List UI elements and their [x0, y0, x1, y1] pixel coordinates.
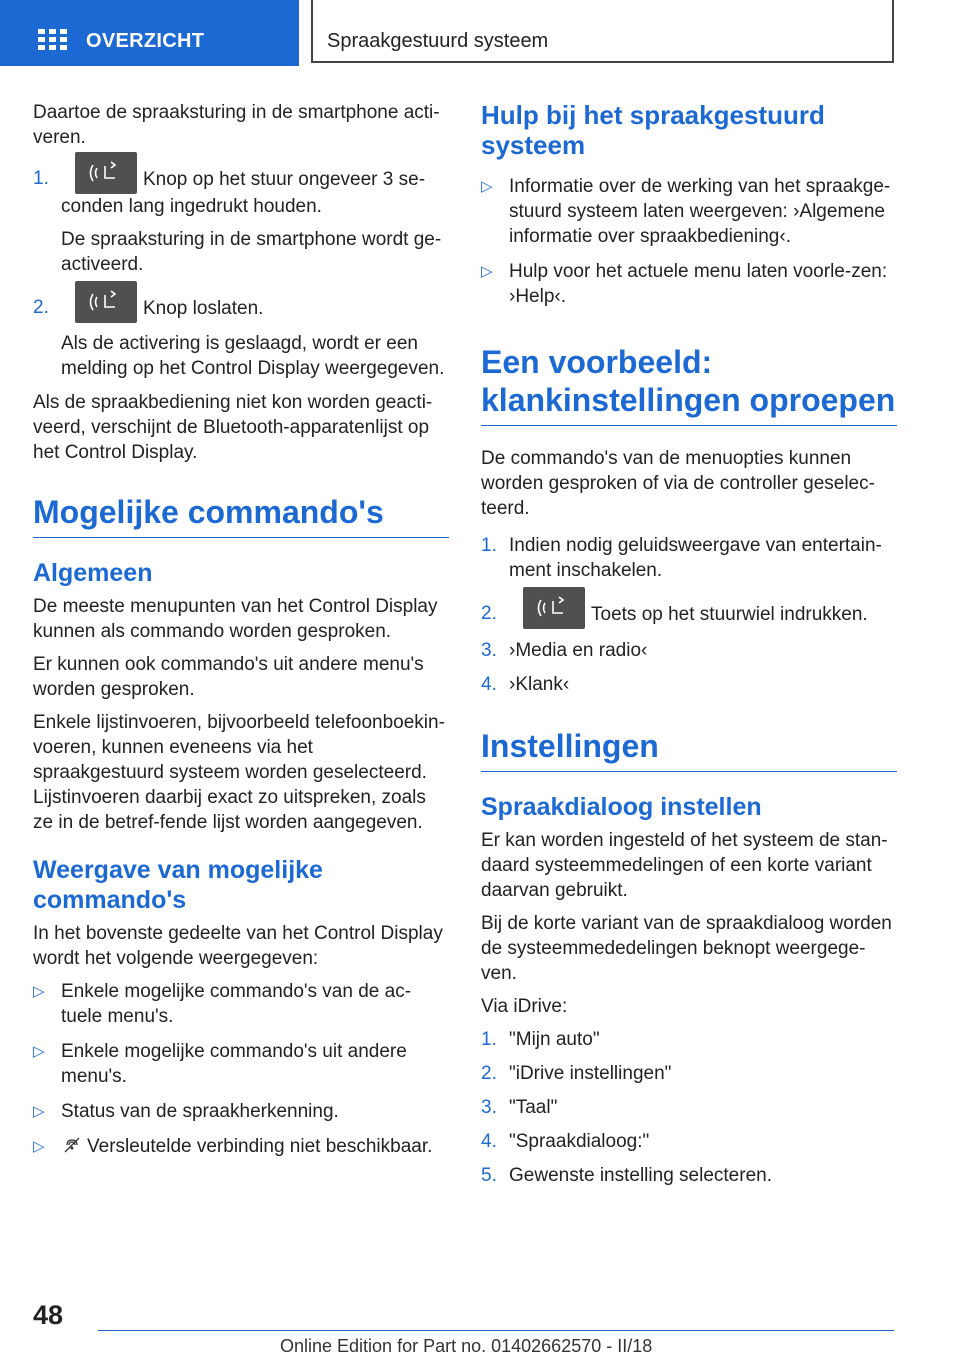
- overview-tab-label: OVERZICHT: [86, 30, 205, 52]
- left-column: [33, 100, 449, 1169]
- step-2: [33, 295, 449, 381]
- voice-button-icon: [523, 587, 585, 629]
- grid-icon: [38, 29, 68, 51]
- step-text: Knop loslaten.: [143, 298, 264, 320]
- triangle-bullet-icon: ▷: [481, 263, 493, 280]
- intro-text: Daartoe de spraaksturing in de smartphone acti-veren.: [33, 102, 440, 148]
- list-item: ▷ Informatie over de werking van het spraakge-stuurd systeem laten weergeven: ›Algemene informatie over spraakbediening‹.: [481, 176, 891, 247]
- step-2: 2. "iDrive instellingen": [481, 1063, 672, 1084]
- step-5: 5. Gewenste instelling selecteren.: [481, 1165, 772, 1186]
- heading-commands: Mogelijke commando's: [33, 493, 449, 538]
- step-sub: Als de activering is geslaagd, wordt er een melding op het Control Display weergegeven.: [61, 333, 445, 379]
- step-text: Knop op het stuur ongeveer 3 se-conden lang ingedrukt houden.: [61, 169, 426, 217]
- triangle-bullet-icon: ▷: [33, 983, 45, 1000]
- list-item: ▷ Enkele mogelijke commando's uit andere menu's.: [33, 1041, 407, 1087]
- display-p1: In het bovenste gedeelte van het Control Display wordt het volgende weergegeven:: [33, 923, 443, 969]
- heading-display: Weergave van mogelijke commando's: [33, 856, 323, 914]
- step-2: 2. Toets op het stuurwiel indrukken.: [481, 601, 897, 629]
- step-number: 1.: [33, 168, 49, 189]
- step-1: 1. "Mijn auto": [481, 1029, 600, 1050]
- step-3: 3. "Taal": [481, 1097, 558, 1118]
- settings-p1: Er kan worden ingesteld of het systeem de stan-daard systeemmedelingen of een korte variant daarvan gebruikt.: [481, 830, 888, 901]
- step-3: 3. ›Media en radio‹: [481, 640, 648, 661]
- overview-tab[interactable]: [0, 0, 299, 66]
- triangle-bullet-icon: ▷: [481, 178, 493, 195]
- heading-settings: Instellingen: [481, 727, 897, 772]
- list-item: ▷ Status van de spraakherkenning.: [33, 1101, 339, 1122]
- step-1: [33, 166, 449, 277]
- right-column: [481, 100, 897, 1197]
- heading-help: Hulp bij het spraakgestuurd systeem: [481, 100, 825, 160]
- page-header: [0, 0, 960, 66]
- general-p3: Enkele lijstinvoeren, bijvoorbeeld telefoonboekin-voeren, kunnen eveneens via het spraakgestuurd systeem worden geselecteerd. Lijstinvoeren daarbij exact zo uitspreken, zoals ze in de betref-fende lijst worden aangegeven.: [33, 712, 445, 833]
- general-p1: De meeste menupunten van het Control Display kunnen als commando worden gesproken.: [33, 596, 438, 642]
- general-p2: Er kunnen ook commando's uit andere menu's worden gesproken.: [33, 654, 424, 700]
- heading-general: Algemeen: [33, 559, 153, 587]
- step-1: 1. Indien nodig geluidsweergave van entertain-ment inschakelen.: [481, 535, 882, 581]
- footer-edition: Online Edition for Part no. 01402662570 - II/18: [280, 1336, 653, 1356]
- section-title: Spraakgestuurd systeem: [327, 30, 549, 52]
- step-4: 4. ›Klank‹: [481, 674, 570, 695]
- voice-button-icon: [75, 152, 137, 194]
- after-steps-text: Als de spraakbediening niet kon worden geacti-veerd, verschijnt de Bluetooth-apparatenlijst op het Control Display.: [33, 392, 433, 463]
- step-number: 2.: [33, 297, 49, 318]
- triangle-bullet-icon: ▷: [33, 1138, 45, 1155]
- voice-button-icon: [75, 281, 137, 323]
- page-number: 48: [33, 1300, 64, 1330]
- no-encryption-icon: [63, 1136, 81, 1154]
- step-4: 4. "Spraakdialoog:": [481, 1131, 650, 1152]
- heading-dialog: Spraakdialoog instellen: [481, 793, 762, 821]
- section-title-tab: [311, 0, 894, 63]
- list-item: ▷ Hulp voor het actuele menu laten voorle-zen: ›Help‹.: [481, 261, 888, 307]
- step-sub: De spraaksturing in de smartphone wordt ge-activeerd.: [61, 229, 442, 275]
- triangle-bullet-icon: ▷: [33, 1043, 45, 1060]
- settings-p3: Via iDrive:: [481, 996, 568, 1017]
- settings-p2: Bij de korte variant van de spraakdialoog worden de systeemmededelingen beknopt weergege-ven.: [481, 913, 892, 984]
- heading-example: Een voorbeeld: klankinstellingen oproepen: [481, 343, 897, 426]
- example-p1: De commando's van de menuopties kunnen worden gesproken of via de controller geselec-teerd.: [481, 448, 875, 519]
- triangle-bullet-icon: ▷: [33, 1103, 45, 1120]
- list-item: ▷ Versleutelde verbinding niet beschikbaar.: [33, 1136, 433, 1157]
- list-item: ▷ Enkele mogelijke commando's van de ac-tuele menu's.: [33, 981, 412, 1027]
- footer-divider: [98, 1330, 894, 1331]
